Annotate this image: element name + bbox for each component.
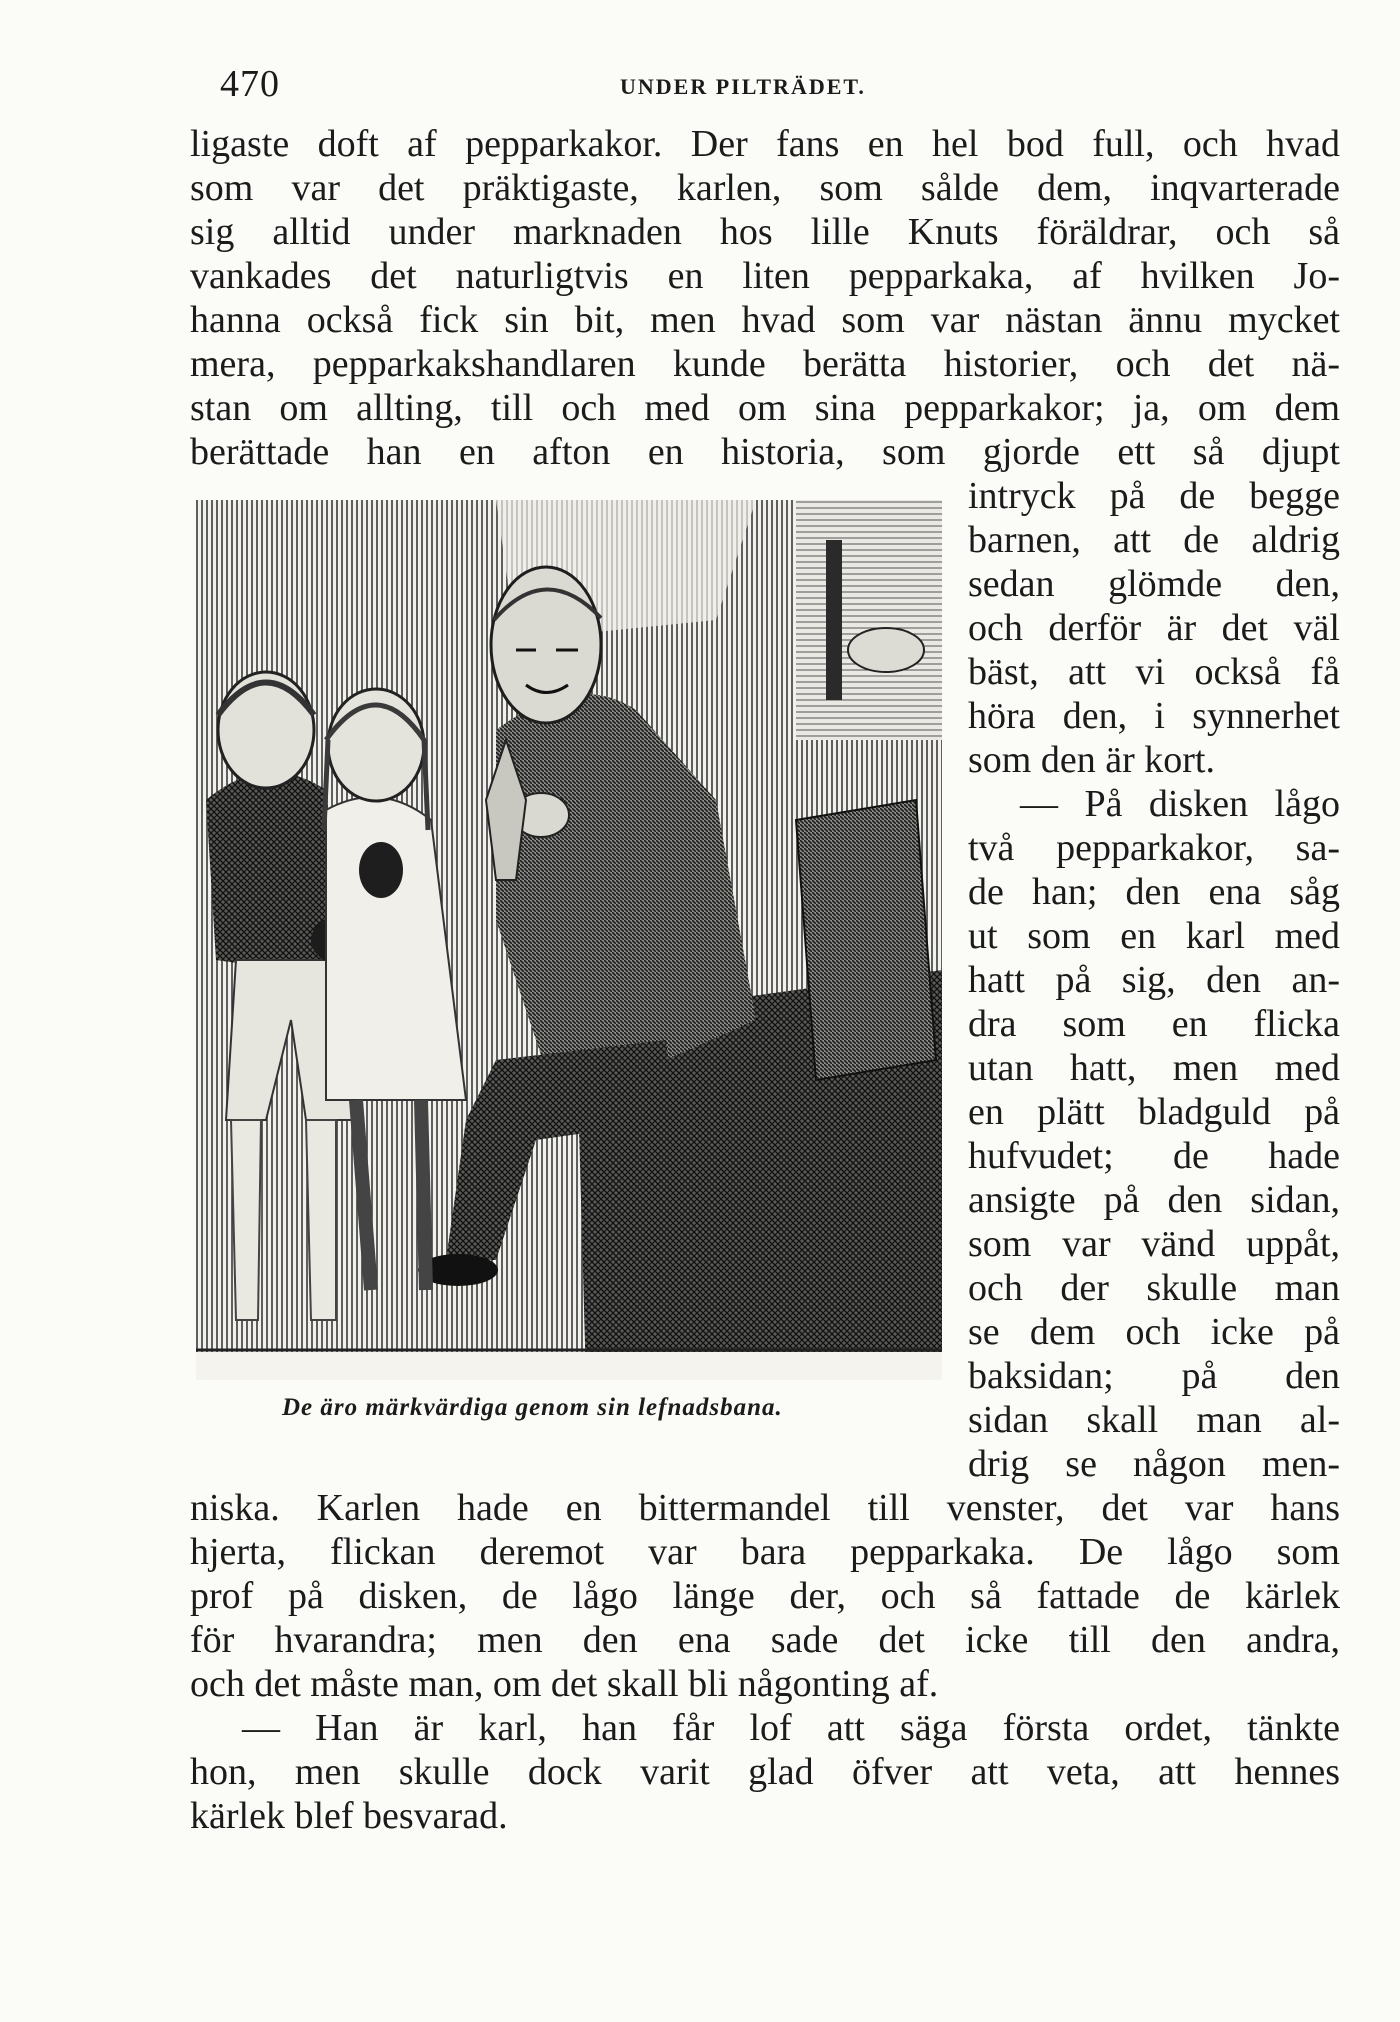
text-line: baksidan; på den (968, 1355, 1340, 1397)
text-line: ansigte på den sidan, (968, 1179, 1340, 1221)
running-title: UNDER PILTRÄDET. (620, 74, 866, 99)
text-line: sidan skall man al- (968, 1399, 1340, 1441)
text-line: och der skulle man (968, 1267, 1340, 1309)
text-line: kärlek blef besvarad. (190, 1795, 508, 1837)
page-number: 470 (220, 63, 280, 105)
text-line: ligaste doft af pepparkakor. Der fans en hel bod full, och hvad (190, 123, 1340, 165)
text-line: som den är kort. (968, 739, 1215, 781)
text-line: mera, pepparkakshandlaren kunde berätta historier, och det nä- (190, 343, 1340, 385)
text-line: dra som en flicka (968, 1003, 1340, 1045)
text-line: och derför är det väl (968, 607, 1340, 649)
text-line: se dem och icke på (968, 1311, 1340, 1353)
text-line: utan hatt, men med (968, 1047, 1340, 1089)
figure-caption: De äro märkvärdiga genom sin lefnadsbana. (282, 1394, 783, 1421)
text-line: för hvarandra; men den ena sade det icke till den andra, (190, 1619, 1340, 1661)
text-line: — Han är karl, han får lof att säga första ordet, tänkte (242, 1707, 1340, 1749)
text-line: en plätt bladguld på (968, 1091, 1340, 1133)
text-line: prof på disken, de lågo länge der, och så fattade de kärlek (190, 1575, 1340, 1617)
text-line: två pepparkakor, sa- (968, 827, 1340, 869)
text-line: drig se någon men- (968, 1443, 1340, 1485)
engraving-illustration (196, 500, 942, 1380)
text-line: vankades det naturligtvis en liten pepparkaka, af hvilken Jo- (190, 255, 1340, 297)
text-line: hon, men skulle dock varit glad öfver att veta, att hennes (190, 1751, 1340, 1793)
text-line: intryck på de begge (968, 475, 1340, 517)
text-line: sig alltid under marknaden hos lille Knuts föräldrar, och så (190, 211, 1340, 253)
text-line: niska. Karlen hade en bittermandel till venster, det var hans (190, 1487, 1340, 1529)
text-line: som var vänd uppåt, (968, 1223, 1340, 1265)
text-line: ut som en karl med (968, 915, 1340, 957)
text-line: hatt på sig, den an- (968, 959, 1340, 1001)
text-line: sedan glömde den, (968, 563, 1340, 605)
page-header (190, 62, 1340, 112)
text-line: hufvudet; de hade (968, 1135, 1340, 1177)
text-line: och det måste man, om det skall bli någonting af. (190, 1663, 939, 1705)
text-line: de han; den ena såg (968, 871, 1340, 913)
text-line: barnen, att de aldrig (968, 519, 1340, 561)
text-line: som var det präktigaste, karlen, som sålde dem, inqvarterade (190, 167, 1340, 209)
text-line: berättade han en afton en historia, som gjorde ett så djupt (190, 431, 1340, 473)
boy-head (218, 672, 314, 788)
text-line: stan om allting, till och med om sina pepparkakor; ja, om dem (190, 387, 1340, 429)
text-line: hanna också fick sin bit, men hvad som var nästan ännu mycket (190, 299, 1340, 341)
text-line: bäst, att vi också få (968, 651, 1340, 693)
text-line: hjerta, flickan deremot var bara pepparkaka. De lågo som (190, 1531, 1340, 1573)
text-line: höra den, i synnerhet (968, 695, 1340, 737)
text-line: — På disken lågo (1020, 783, 1340, 825)
